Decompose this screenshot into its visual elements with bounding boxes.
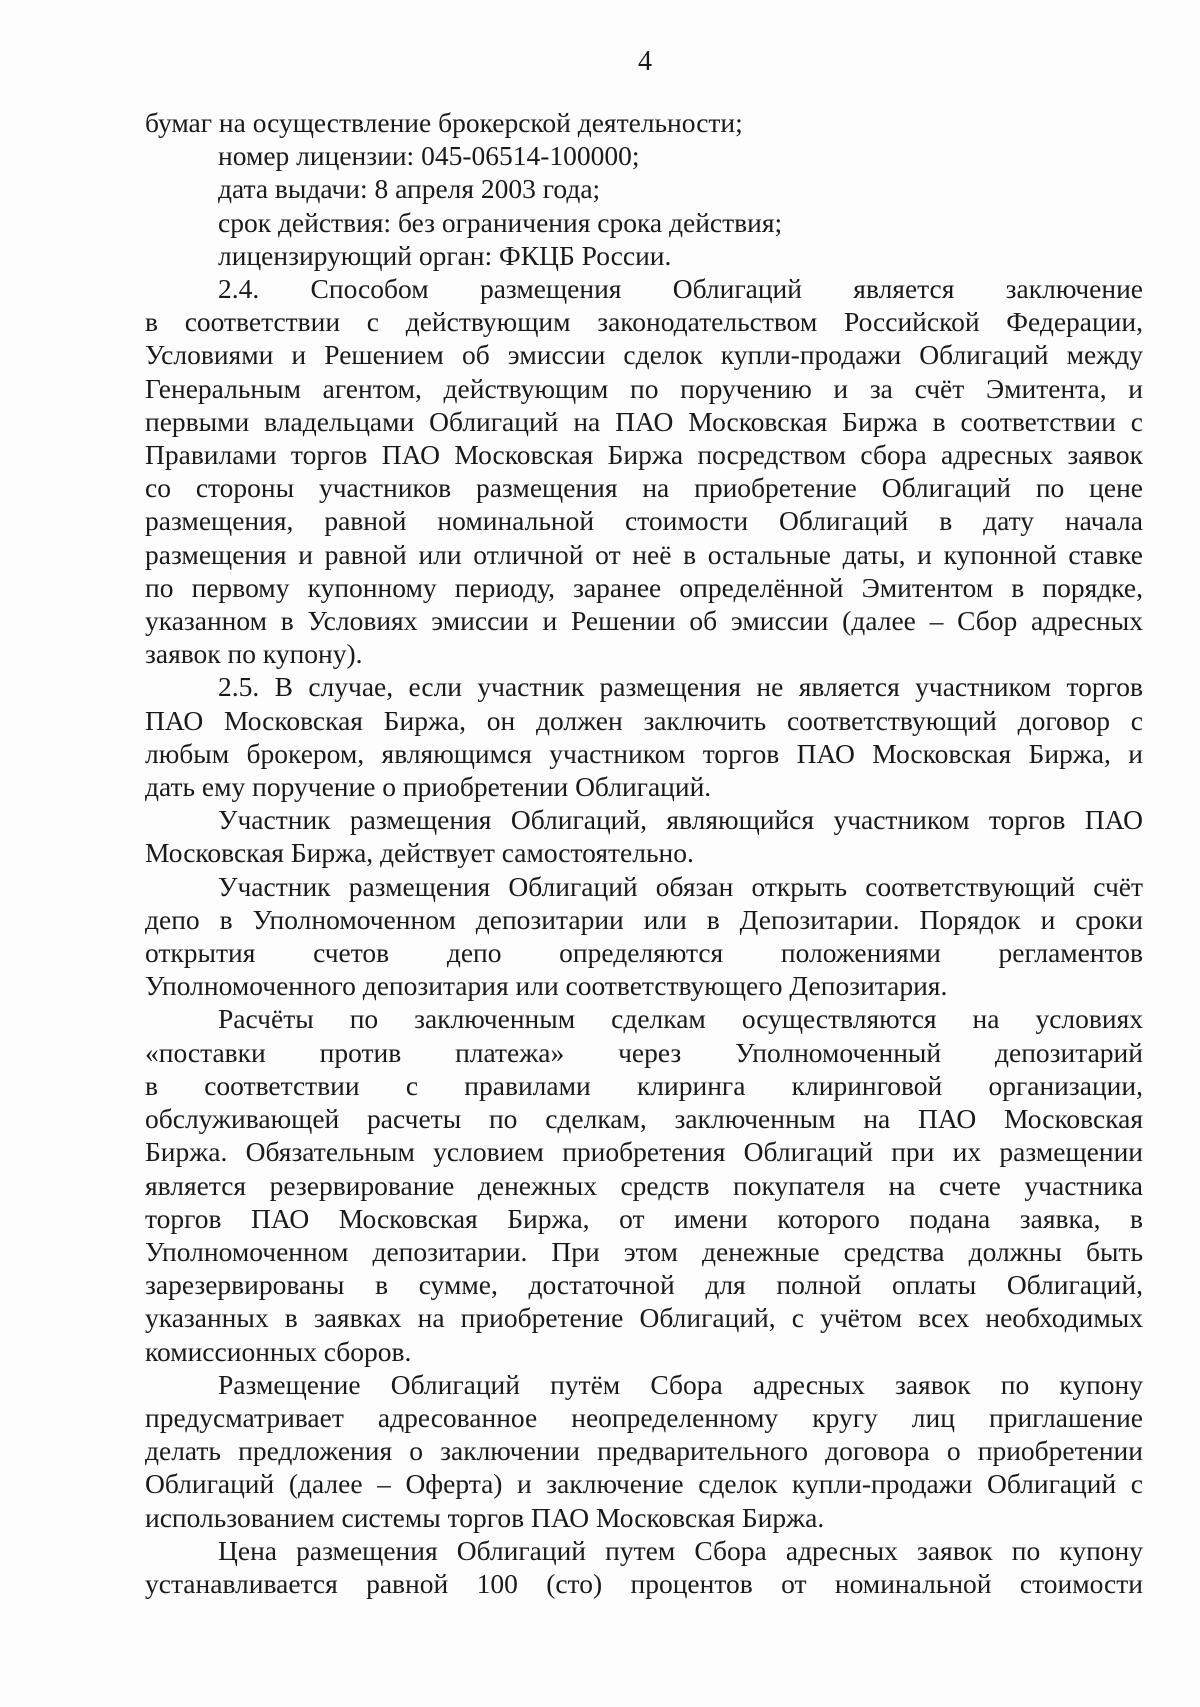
paragraph-line: Правилами торгов ПАО Московская Биржа посредством сбора адресных заявок: [145, 439, 1143, 471]
paragraph-line: размещения, равной номинальной стоимости Облигаций в дату начала: [145, 505, 1143, 537]
licensing-authority: лицензирующий орган: ФКЦБ России.: [218, 239, 672, 271]
paragraph-line: указанном в Условиях эмиссии и Решении об эмиссии (далее – Сбор адресных: [145, 605, 1143, 637]
paragraph-line: является резервирование денежных средств покупателя на счете участника: [145, 1169, 1143, 1201]
paragraph-line: депо в Уполномоченном депозитарии или в Депозитарии. Порядок и сроки: [145, 903, 1143, 935]
license-number: номер лицензии: 045-06514-100000;: [218, 140, 640, 172]
paragraph-line: по первому купонному периоду, заранее определённой Эмитентом в порядке,: [145, 571, 1143, 603]
paragraph-line: первыми владельцами Облигаций на ПАО Московская Биржа в соответствии с: [145, 405, 1143, 437]
paragraph-line: Расчёты по заключенным сделкам осуществляются на условиях: [218, 1003, 1143, 1035]
paragraph-line: Уполномоченном депозитарии. При этом денежные средства должны быть: [145, 1235, 1143, 1267]
paragraph-line: Генеральным агентом, действующим по поручению и за счёт Эмитента, и: [145, 372, 1143, 404]
paragraph-line: использованием системы торгов ПАО Московская Биржа.: [145, 1501, 825, 1533]
paragraph-line: Размещение Облигаций путём Сбора адресных заявок по купону: [218, 1368, 1143, 1400]
paragraph-line: Московская Биржа, действует самостоятельно.: [145, 837, 694, 869]
paragraph-line: Участник размещения Облигаций обязан открыть соответствующий счёт: [218, 870, 1143, 902]
paragraph-line: Условиями и Решением об эмиссии сделок купли-продажи Облигаций между: [145, 339, 1143, 371]
paragraph-line: ПАО Московская Биржа, он должен заключить соответствующий договор с: [145, 704, 1143, 736]
paragraph-line: Цена размещения Облигаций путем Сбора адресных заявок по купону: [218, 1534, 1143, 1566]
license-issue-date: дата выдачи: 8 апреля 2003 года;: [218, 173, 601, 205]
paragraph-line: со стороны участников размещения на приобретение Облигаций по цене: [145, 472, 1143, 504]
document-body: [145, 106, 1143, 1600]
paragraph-line: 2.4. Способом размещения Облигаций является заключение: [218, 273, 1143, 305]
intro-line: бумаг на осуществление брокерской деятельности;: [145, 107, 743, 138]
paragraph-line: любым брокером, являющимся участником торгов ПАО Московская Биржа, и: [145, 737, 1143, 769]
license-validity: срок действия: без ограничения срока действия;: [218, 206, 783, 238]
page-number: 4: [638, 46, 652, 77]
paragraph-line: комиссионных сборов.: [145, 1335, 412, 1367]
paragraph-line: Участник размещения Облигаций, являющийся участником торгов ПАО: [218, 804, 1143, 836]
paragraph-line: 2.5. В случае, если участник размещения не является участником торгов: [218, 671, 1143, 703]
paragraph-line: Облигаций (далее – Оферта) и заключение сделок купли-продажи Облигаций с: [145, 1468, 1143, 1500]
paragraph-line: обслуживающей расчеты по сделкам, заключенным на ПАО Московская: [145, 1103, 1143, 1135]
paragraph-line: зарезервированы в сумме, достаточной для полной оплаты Облигаций,: [145, 1269, 1143, 1301]
paragraph-line: открытия счетов депо определяются положениями регламентов: [145, 937, 1143, 969]
paragraph-line: в соответствии с действующим законодательством Российской Федерации,: [145, 306, 1143, 338]
paragraph-line: Биржа. Обязательным условием приобретения Облигаций при их размещении: [145, 1136, 1143, 1168]
paragraph-line: предусматривает адресованное неопределенному кругу лиц приглашение: [145, 1401, 1143, 1433]
paragraph-line: размещения и равной или отличной от неё в остальные даты, и купонной ставке: [145, 538, 1143, 570]
paragraph-line: «поставки против платежа» через Уполномоченный депозитарий: [145, 1036, 1143, 1068]
paragraph-line: Уполномоченного депозитария или соответствующего Депозитария.: [145, 970, 948, 1002]
paragraph-line: торгов ПАО Московская Биржа, от имени которого подана заявка, в: [145, 1202, 1143, 1234]
paragraph-line: в соответствии с правилами клиринга клиринговой организации,: [145, 1069, 1143, 1101]
paragraph-line: указанных в заявках на приобретение Облигаций, с учётом всех необходимых: [145, 1302, 1143, 1334]
paragraph-line: устанавливается равной 100 (сто) процентов от номинальной стоимости: [145, 1567, 1143, 1599]
paragraph-line: заявок по купону).: [145, 638, 363, 670]
paragraph-line: делать предложения о заключении предварительного договора о приобретении: [145, 1435, 1143, 1467]
paragraph-line: дать ему поручение о приобретении Облигаций.: [145, 771, 712, 803]
